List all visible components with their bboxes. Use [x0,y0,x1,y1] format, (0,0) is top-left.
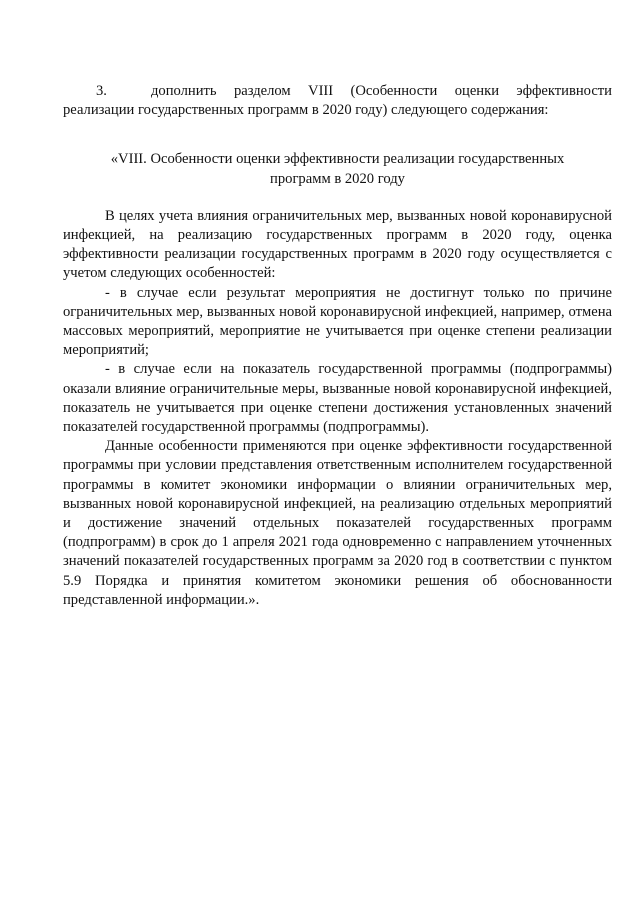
bullet-paragraph-1: - в случае если результат мероприятия не достигнут только по причине ограничительных мер, вызванных новой коронавирусной инфекцией, например, отмена массовых мероприятий, мероприятие не учитывается при оценке степени реализации мероприятий; [63,284,612,359]
amendment-item [63,82,612,120]
bullet-paragraph-2: - в случае если на показатель государственной программы (подпрограммы) оказали влияние ограничительные меры, вызванные новой коронавирусной инфекцией, показатель не учитывается при оценке степени достижения установленных значений показателей государственной программы (подпрограммы). [63,361,612,436]
closing-paragraph: Данные особенности применяются при оценке эффективности государственной программы при условии представления ответственным исполнителем государственной программы в комитет экономики информации о влиянии ограничительных мер, вызванных новой коронавирусной инфекцией, на реализацию отдельных мероприятий и достижение значений отдельных показателей государственных программ (подпрограмм) в срок до 1 апреля 2021 года одновременно с направлением уточненных значений показателей государственных программ за 2020 год в соответствии с пунктом 5.9 Порядка и принятия комитетом экономики решения об обоснованности представленной информации.». [63,438,612,608]
spacer [63,189,612,207]
item-number: 3. [96,83,107,99]
intro-paragraph: В целях учета влияния ограничительных мер, вызванных новой коронавирусной инфекцией, на реализацию государственных программ в 2020 году, оценка эффективности реализации государственных программ в 2020 году осуществляется с учетом следующих особенностей: [63,207,612,282]
item-text: дополнить разделом VIII (Особенности оценки эффективности реализации государственных программ в 2020 году) следующего содержания: [63,83,612,119]
section-heading: «VIII. Особенности оценки эффективности реализации государственных программ в 2020 году [110,151,565,187]
